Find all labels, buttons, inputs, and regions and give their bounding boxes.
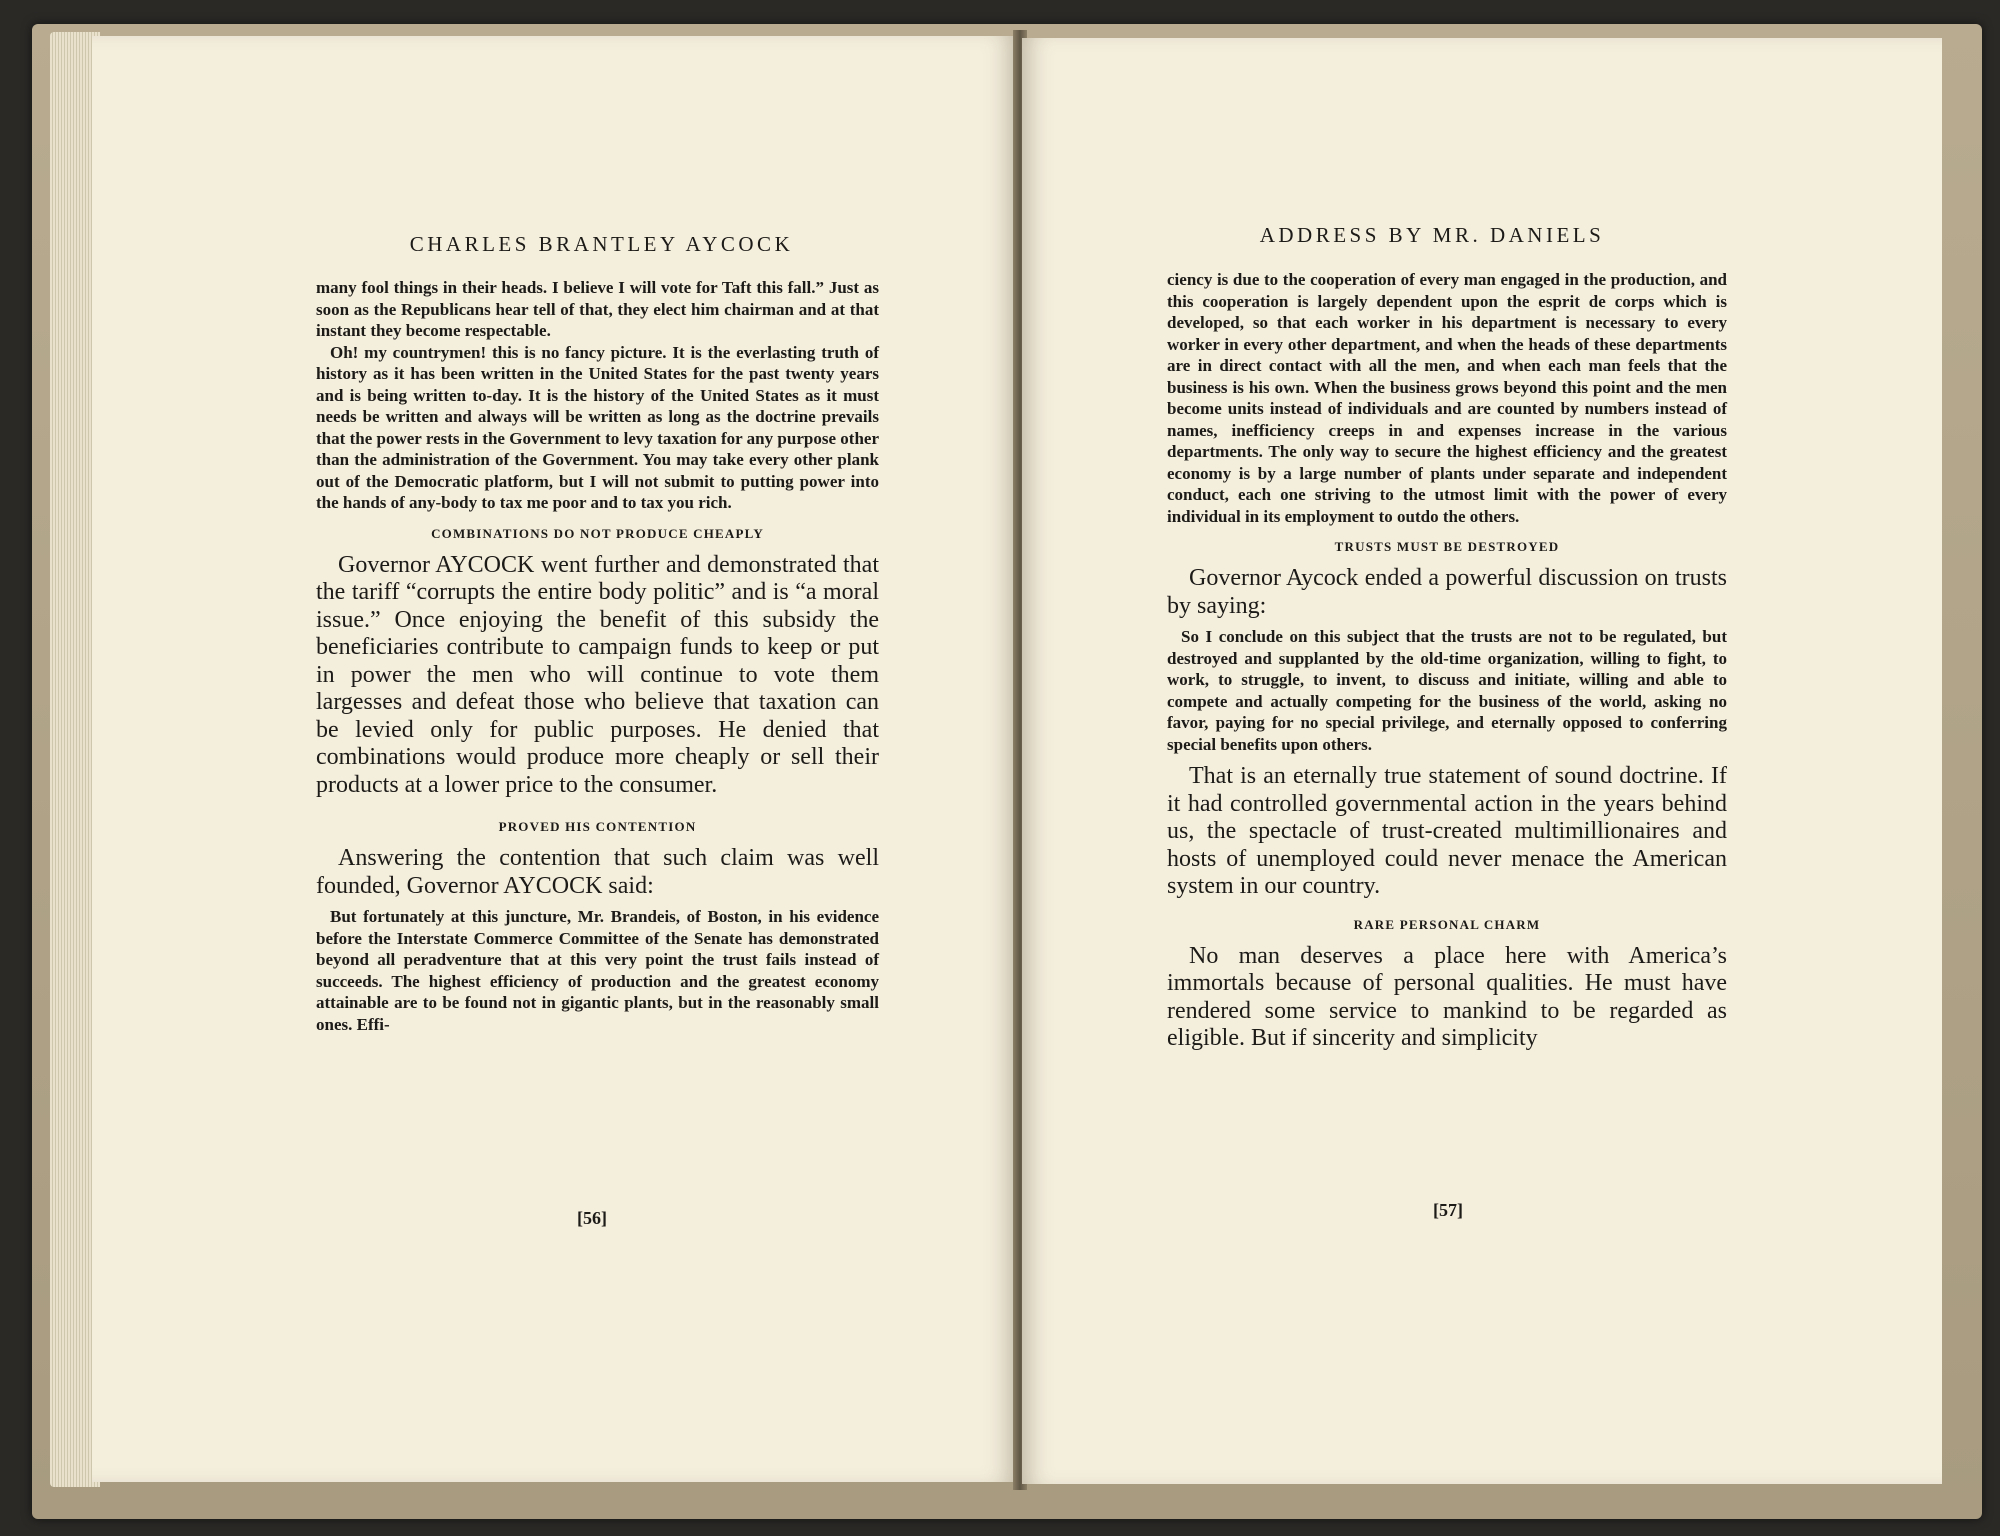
left-page-number: [56] — [577, 1208, 607, 1228]
left-extract: But fortunately at this juncture, Mr. Brandeis, of Boston, in his evidence before the Interstate Commerce Committee of the Senate has demonstrated beyond all peradventure that at this very point the trust fails instead of succeeds. The highest efficiency of production and the greatest economy attainable are to be found not in gigantic plants, but in the reasonably small ones. Effi- — [316, 907, 879, 1034]
left-paragraph-1: many fool things in their heads. I believe I will vote for Taft this fall.” Just as soon as the Republicans hear tell of that, they elect him chairman and at that instant they become respectable. — [316, 278, 879, 340]
left-paragraph-2: Oh! my countrymen! this is no fancy picture. It is the everlasting truth of history as it has been written in the United States for the past twenty years and is being written to-day. It is the history of the United States as it must needs be written and always will be written as long as the doctrine prevails that the power rests in the Government to levy taxation for any purpose other than the administration of the Government. You may take every other plank out of the Democratic platform, but I will not submit to putting power into the hands of any-body to tax me poor and to tax you rich. — [316, 342, 879, 512]
right-page — [1022, 38, 1942, 1484]
right-paragraph-2: Governor Aycock ended a powerful discussion on trusts by saying: — [1167, 565, 1727, 619]
right-running-head: ADDRESS BY MR. DANIELS — [1259, 223, 1605, 247]
left-page — [92, 36, 1015, 1482]
right-paragraph-4: No man deserves a place here with America’s immortals because of personal qualities. He must have rendered some service to mankind to be regarded as eligible. But if sincerity and simplicity — [1167, 942, 1727, 1051]
right-subhead-1: TRUSTS MUST BE DESTROYED — [1334, 539, 1560, 554]
right-paragraph-1: ciency is due to the cooperation of every man engaged in the production, and this cooperation is largely dependent upon the esprit de corps which is developed, so that each worker in his department is necessary to every worker in every other department, and when the heads of these departments are in direct contact with all the men, and when each man feels that the business is his own. When the business grows beyond this point and the men become units instead of individuals and are counted by numbers instead of names, inefficiency creeps in and expenses increase in the various departments. The only way to secure the highest efficiency and the greatest economy is by a large number of plants under separate and independent conduct, each one striving to the utmost limit with the power of every individual in its employment to outdo the others. — [1167, 270, 1727, 526]
left-text-block — [316, 277, 879, 1035]
left-paragraph-4: Answering the contention that such claim was well founded, Governor AYCOCK said: — [316, 845, 879, 899]
right-paragraph-3: That is an eternally true statement of sound doctrine. If it had controlled governmental action in the years behind us, the spectacle of trust-created multimillionaires and hosts of unemployed could never menace the American system in our country. — [1167, 763, 1727, 899]
left-paragraph-3: Governor AYCOCK went further and demonstrated that the tariff “corrupts the entire body politic” and is “a moral issue.” Once enjoying the benefit of this subsidy the beneficiaries contribute to campaign funds to keep or put in power the men who will continue to vote them largesses and defeat those who believe that taxation can be levied only for public purposes. He denied that combinations would produce more cheaply or sell their products at a lower price to the consumer. — [316, 551, 879, 798]
right-extract: So I conclude on this subject that the trusts are not to be regulated, but destroyed and supplanted by the old-time organization, willing to fight, to work, to struggle, to invent, to discuss and initiate, willing and able to compete and actually competing for the business of the world, asking no favor, paying for no special privilege, and eternally opposed to conferring special benefits upon others. — [1167, 627, 1727, 754]
left-subhead-1: COMBINATIONS DO NOT PRODUCE CHEAPLY — [431, 525, 764, 541]
right-text-block — [1167, 269, 1727, 1053]
left-running-head: CHARLES BRANTLEY AYCOCK — [409, 232, 794, 256]
left-subhead-2: PROVED HIS CONTENTION — [498, 819, 697, 834]
right-page-number: [57] — [1433, 1200, 1463, 1220]
right-subhead-2: RARE PERSONAL CHARM — [1353, 916, 1541, 932]
